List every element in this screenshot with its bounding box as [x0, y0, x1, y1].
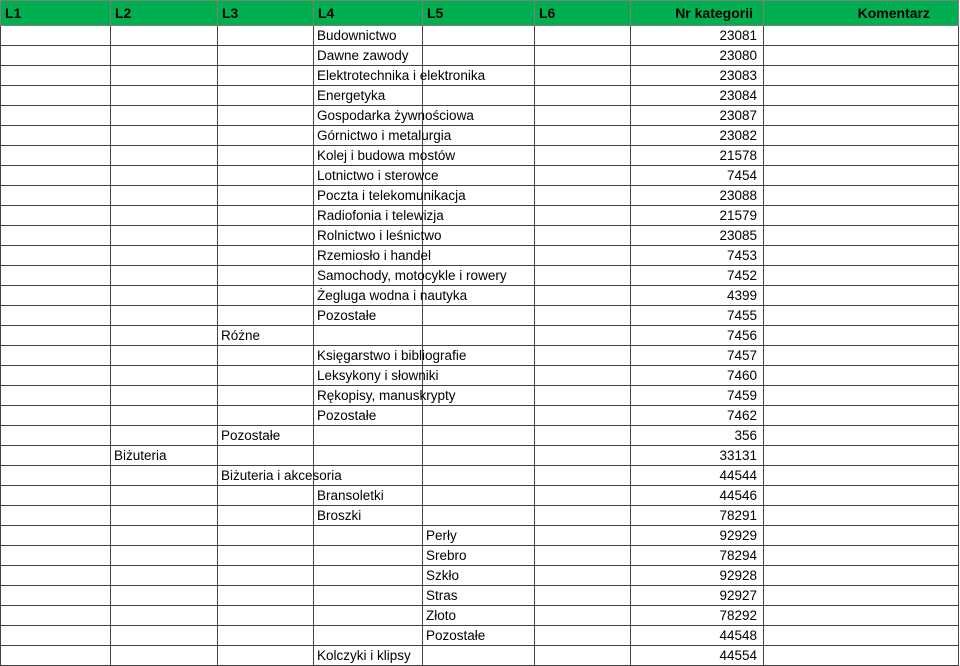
category-number[interactable]: 21578 — [631, 146, 764, 166]
comment-cell[interactable] — [764, 206, 959, 226]
empty-cell[interactable] — [423, 426, 535, 446]
empty-cell[interactable] — [1, 326, 111, 346]
empty-cell[interactable] — [535, 426, 631, 446]
empty-cell[interactable] — [314, 426, 423, 446]
empty-cell[interactable] — [111, 246, 218, 266]
category-label[interactable]: Księgarstwo i bibliografie — [314, 346, 423, 366]
empty-cell[interactable] — [111, 406, 218, 426]
comment-cell[interactable] — [764, 246, 959, 266]
category-number[interactable]: 44554 — [631, 646, 764, 666]
empty-cell[interactable] — [218, 66, 314, 86]
empty-cell[interactable] — [423, 446, 535, 466]
empty-cell[interactable] — [1, 66, 111, 86]
empty-cell[interactable] — [1, 526, 111, 546]
table-row — [1, 346, 959, 366]
category-label[interactable]: Poczta i telekomunikacja — [314, 186, 423, 206]
comment-cell[interactable] — [764, 166, 959, 186]
table-row — [1, 546, 959, 566]
category-label[interactable]: Lotnictwo i sterowce — [314, 166, 423, 186]
table-row — [1, 446, 959, 466]
empty-cell[interactable] — [218, 246, 314, 266]
empty-cell[interactable] — [1, 346, 111, 366]
empty-cell[interactable] — [1, 586, 111, 606]
empty-cell[interactable] — [111, 646, 218, 666]
empty-cell[interactable] — [535, 146, 631, 166]
comment-cell[interactable] — [764, 266, 959, 286]
category-number[interactable]: 7453 — [631, 246, 764, 266]
empty-cell[interactable] — [111, 426, 218, 446]
empty-cell[interactable] — [1, 286, 111, 306]
empty-cell[interactable] — [535, 126, 631, 146]
category-label[interactable]: Samochody, motocykle i rowery — [314, 266, 423, 286]
empty-cell[interactable] — [218, 546, 314, 566]
comment-cell[interactable] — [764, 286, 959, 306]
empty-cell[interactable] — [423, 26, 535, 46]
category-number[interactable]: 44546 — [631, 486, 764, 506]
category-number[interactable]: 23080 — [631, 46, 764, 66]
empty-cell[interactable] — [218, 486, 314, 506]
empty-cell[interactable] — [314, 526, 423, 546]
category-label[interactable]: Elektrotechnika i elektronika — [314, 66, 423, 86]
empty-cell[interactable] — [218, 626, 314, 646]
table-row — [1, 226, 959, 246]
category-number[interactable]: 23085 — [631, 226, 764, 246]
category-label[interactable]: Srebro — [423, 546, 535, 566]
empty-cell[interactable] — [314, 626, 423, 646]
category-label[interactable]: Kolczyki i klipsy — [314, 646, 423, 666]
category-label[interactable]: Żegluga wodna i nautyka — [314, 286, 423, 306]
empty-cell[interactable] — [423, 406, 535, 426]
empty-cell[interactable] — [423, 46, 535, 66]
category-number[interactable]: 23084 — [631, 86, 764, 106]
comment-cell[interactable] — [764, 26, 959, 46]
empty-cell[interactable] — [535, 586, 631, 606]
empty-cell[interactable] — [535, 326, 631, 346]
empty-cell[interactable] — [111, 566, 218, 586]
empty-cell[interactable] — [111, 466, 218, 486]
empty-cell[interactable] — [111, 186, 218, 206]
empty-cell[interactable] — [218, 506, 314, 526]
empty-cell[interactable] — [218, 126, 314, 146]
header-comment[interactable]: Komentarz — [764, 1, 959, 26]
table-row — [1, 166, 959, 186]
table-row — [1, 186, 959, 206]
category-label[interactable]: Gospodarka żywnościowa — [314, 106, 423, 126]
empty-cell[interactable] — [1, 446, 111, 466]
empty-cell[interactable] — [535, 246, 631, 266]
header-l1[interactable]: L1 — [1, 1, 111, 26]
table-body — [1, 26, 959, 666]
empty-cell[interactable] — [1, 566, 111, 586]
table-row — [1, 26, 959, 46]
header-l5[interactable]: L5 — [423, 1, 535, 26]
empty-cell[interactable] — [535, 206, 631, 226]
empty-cell[interactable] — [111, 226, 218, 246]
empty-cell[interactable] — [535, 366, 631, 386]
category-label[interactable]: Pozostałe — [218, 426, 314, 446]
empty-cell[interactable] — [218, 446, 314, 466]
category-label[interactable]: Pozostałe — [423, 626, 535, 646]
empty-cell[interactable] — [535, 566, 631, 586]
empty-cell[interactable] — [1, 366, 111, 386]
table-row — [1, 126, 959, 146]
header-l2[interactable]: L2 — [111, 1, 218, 26]
category-number[interactable]: 44544 — [631, 466, 764, 486]
empty-cell[interactable] — [218, 166, 314, 186]
category-number[interactable]: 23081 — [631, 26, 764, 46]
category-label[interactable]: Stras — [423, 586, 535, 606]
empty-cell[interactable] — [111, 506, 218, 526]
empty-cell[interactable] — [111, 486, 218, 506]
comment-cell[interactable] — [764, 366, 959, 386]
empty-cell[interactable] — [111, 366, 218, 386]
empty-cell[interactable] — [1, 146, 111, 166]
category-number[interactable]: 92929 — [631, 526, 764, 546]
category-number[interactable]: 23088 — [631, 186, 764, 206]
table-row — [1, 606, 959, 626]
empty-cell[interactable] — [111, 326, 218, 346]
empty-cell[interactable] — [218, 106, 314, 126]
empty-cell[interactable] — [218, 606, 314, 626]
comment-cell[interactable] — [764, 426, 959, 446]
comment-cell[interactable] — [764, 146, 959, 166]
comment-cell[interactable] — [764, 486, 959, 506]
table-row — [1, 626, 959, 646]
empty-cell[interactable] — [111, 586, 218, 606]
table-row — [1, 386, 959, 406]
empty-cell[interactable] — [535, 346, 631, 366]
table-row — [1, 106, 959, 126]
empty-cell[interactable] — [218, 46, 314, 66]
table-row — [1, 66, 959, 86]
empty-cell[interactable] — [1, 226, 111, 246]
table-row — [1, 266, 959, 286]
category-number[interactable]: 7462 — [631, 406, 764, 426]
category-number[interactable]: 92928 — [631, 566, 764, 586]
category-label[interactable]: Dawne zawody — [314, 46, 423, 66]
category-label[interactable]: Bransoletki — [314, 486, 423, 506]
empty-cell[interactable] — [111, 46, 218, 66]
empty-cell[interactable] — [218, 406, 314, 426]
empty-cell[interactable] — [111, 346, 218, 366]
empty-cell[interactable] — [1, 426, 111, 446]
table-row — [1, 526, 959, 546]
table-row — [1, 206, 959, 226]
empty-cell[interactable] — [535, 106, 631, 126]
empty-cell[interactable] — [423, 366, 535, 386]
empty-cell[interactable] — [111, 86, 218, 106]
comment-cell[interactable] — [764, 566, 959, 586]
category-number[interactable]: 78294 — [631, 546, 764, 566]
empty-cell[interactable] — [423, 246, 535, 266]
empty-cell[interactable] — [218, 146, 314, 166]
table-row — [1, 506, 959, 526]
empty-cell[interactable] — [423, 506, 535, 526]
empty-cell[interactable] — [535, 166, 631, 186]
header-l4[interactable]: L4 — [314, 1, 423, 26]
comment-cell[interactable] — [764, 386, 959, 406]
empty-cell[interactable] — [111, 626, 218, 646]
table-row — [1, 426, 959, 446]
category-label[interactable]: Budownictwo — [314, 26, 423, 46]
comment-cell[interactable] — [764, 626, 959, 646]
category-label[interactable]: Różne — [218, 326, 314, 346]
empty-cell[interactable] — [218, 586, 314, 606]
empty-cell[interactable] — [535, 526, 631, 546]
empty-cell[interactable] — [111, 166, 218, 186]
category-label[interactable]: Biżuteria — [111, 446, 218, 466]
empty-cell[interactable] — [535, 186, 631, 206]
category-number[interactable]: 7459 — [631, 386, 764, 406]
category-number[interactable]: 92927 — [631, 586, 764, 606]
empty-cell[interactable] — [535, 286, 631, 306]
table-row — [1, 306, 959, 326]
empty-cell[interactable] — [314, 586, 423, 606]
empty-cell[interactable] — [423, 466, 535, 486]
empty-cell[interactable] — [1, 646, 111, 666]
table-row — [1, 86, 959, 106]
empty-cell[interactable] — [218, 26, 314, 46]
comment-cell[interactable] — [764, 226, 959, 246]
comment-cell[interactable] — [764, 46, 959, 66]
empty-cell[interactable] — [1, 86, 111, 106]
category-label[interactable]: Złoto — [423, 606, 535, 626]
empty-cell[interactable] — [1, 186, 111, 206]
category-label[interactable]: Biżuteria i akcesoria — [218, 466, 314, 486]
empty-cell[interactable] — [535, 466, 631, 486]
category-label[interactable]: Pozostałe — [314, 406, 423, 426]
category-label[interactable]: Energetyka — [314, 86, 423, 106]
empty-cell[interactable] — [218, 526, 314, 546]
empty-cell[interactable] — [535, 226, 631, 246]
category-number[interactable]: 44548 — [631, 626, 764, 646]
empty-cell[interactable] — [535, 86, 631, 106]
category-label[interactable]: Kolej i budowa mostów — [314, 146, 423, 166]
header-row — [1, 1, 959, 26]
empty-cell[interactable] — [314, 446, 423, 466]
category-number[interactable]: 23087 — [631, 106, 764, 126]
category-number[interactable]: 7454 — [631, 166, 764, 186]
empty-cell[interactable] — [218, 346, 314, 366]
category-number[interactable]: 23082 — [631, 126, 764, 146]
comment-cell[interactable] — [764, 66, 959, 86]
empty-cell[interactable] — [423, 306, 535, 326]
category-number[interactable]: 7457 — [631, 346, 764, 366]
empty-cell[interactable] — [535, 26, 631, 46]
category-number[interactable]: 23083 — [631, 66, 764, 86]
comment-cell[interactable] — [764, 466, 959, 486]
category-number[interactable]: 78291 — [631, 506, 764, 526]
empty-cell[interactable] — [218, 266, 314, 286]
comment-cell[interactable] — [764, 506, 959, 526]
table-row — [1, 646, 959, 666]
table-row — [1, 286, 959, 306]
empty-cell[interactable] — [218, 206, 314, 226]
empty-cell[interactable] — [535, 546, 631, 566]
table-row — [1, 586, 959, 606]
empty-cell[interactable] — [218, 366, 314, 386]
category-label[interactable]: Rolnictwo i leśnictwo — [314, 226, 423, 246]
category-label[interactable]: Broszki — [314, 506, 423, 526]
comment-cell[interactable] — [764, 126, 959, 146]
empty-cell[interactable] — [423, 86, 535, 106]
empty-cell[interactable] — [1, 606, 111, 626]
empty-cell[interactable] — [535, 386, 631, 406]
category-label[interactable]: Rękopisy, manuskrypty — [314, 386, 423, 406]
table-row — [1, 406, 959, 426]
empty-cell[interactable] — [1, 486, 111, 506]
empty-cell[interactable] — [111, 546, 218, 566]
category-label[interactable]: Górnictwo i metalurgia — [314, 126, 423, 146]
category-number[interactable]: 7456 — [631, 326, 764, 346]
category-number[interactable]: 4399 — [631, 286, 764, 306]
empty-cell[interactable] — [218, 646, 314, 666]
empty-cell[interactable] — [111, 206, 218, 226]
comment-cell[interactable] — [764, 346, 959, 366]
empty-cell[interactable] — [218, 186, 314, 206]
category-number[interactable]: 78292 — [631, 606, 764, 626]
empty-cell[interactable] — [111, 306, 218, 326]
empty-cell[interactable] — [111, 606, 218, 626]
empty-cell[interactable] — [111, 266, 218, 286]
table-row — [1, 466, 959, 486]
category-number[interactable]: 21579 — [631, 206, 764, 226]
empty-cell[interactable] — [218, 226, 314, 246]
empty-cell[interactable] — [535, 626, 631, 646]
empty-cell[interactable] — [535, 66, 631, 86]
empty-cell[interactable] — [218, 86, 314, 106]
empty-cell[interactable] — [423, 166, 535, 186]
category-label[interactable]: Szkło — [423, 566, 535, 586]
empty-cell[interactable] — [111, 26, 218, 46]
empty-cell[interactable] — [111, 66, 218, 86]
comment-cell[interactable] — [764, 406, 959, 426]
category-number[interactable]: 7455 — [631, 306, 764, 326]
category-number[interactable]: 7452 — [631, 266, 764, 286]
table-row — [1, 326, 959, 346]
comment-cell[interactable] — [764, 606, 959, 626]
empty-cell[interactable] — [1, 466, 111, 486]
empty-cell[interactable] — [535, 506, 631, 526]
table-row — [1, 486, 959, 506]
empty-cell[interactable] — [535, 46, 631, 66]
header-l3[interactable]: L3 — [218, 1, 314, 26]
empty-cell[interactable] — [1, 246, 111, 266]
empty-cell[interactable] — [1, 306, 111, 326]
category-label[interactable]: Rzemiosło i handel — [314, 246, 423, 266]
category-number[interactable]: 356 — [631, 426, 764, 446]
comment-cell[interactable] — [764, 446, 959, 466]
table-row — [1, 246, 959, 266]
empty-cell[interactable] — [111, 126, 218, 146]
empty-cell[interactable] — [111, 146, 218, 166]
category-number[interactable]: 33131 — [631, 446, 764, 466]
table-row — [1, 366, 959, 386]
empty-cell[interactable] — [111, 526, 218, 546]
empty-cell[interactable] — [314, 566, 423, 586]
comment-cell[interactable] — [764, 646, 959, 666]
table-row — [1, 46, 959, 66]
comment-cell[interactable] — [764, 106, 959, 126]
empty-cell[interactable] — [1, 206, 111, 226]
empty-cell[interactable] — [535, 486, 631, 506]
empty-cell[interactable] — [111, 106, 218, 126]
header-l6[interactable]: L6 — [535, 1, 631, 26]
empty-cell[interactable] — [1, 546, 111, 566]
empty-cell[interactable] — [1, 386, 111, 406]
category-label[interactable]: Leksykony i słowniki — [314, 366, 423, 386]
table-row — [1, 146, 959, 166]
empty-cell[interactable] — [423, 486, 535, 506]
empty-cell[interactable] — [535, 606, 631, 626]
empty-cell[interactable] — [423, 646, 535, 666]
comment-cell[interactable] — [764, 326, 959, 346]
comment-cell[interactable] — [764, 586, 959, 606]
empty-cell[interactable] — [1, 506, 111, 526]
empty-cell[interactable] — [111, 286, 218, 306]
empty-cell[interactable] — [314, 326, 423, 346]
empty-cell[interactable] — [1, 626, 111, 646]
empty-cell[interactable] — [535, 646, 631, 666]
comment-cell[interactable] — [764, 186, 959, 206]
empty-cell[interactable] — [218, 386, 314, 406]
empty-cell[interactable] — [1, 26, 111, 46]
category-label[interactable]: Pozostałe — [314, 306, 423, 326]
empty-cell[interactable] — [1, 46, 111, 66]
empty-cell[interactable] — [423, 326, 535, 346]
comment-cell[interactable] — [764, 86, 959, 106]
table-row — [1, 566, 959, 586]
empty-cell[interactable] — [535, 406, 631, 426]
category-number[interactable]: 7460 — [631, 366, 764, 386]
category-label[interactable]: Perły — [423, 526, 535, 546]
empty-cell[interactable] — [1, 406, 111, 426]
empty-cell[interactable] — [1, 266, 111, 286]
empty-cell[interactable] — [314, 546, 423, 566]
category-label[interactable]: Radiofonia i telewizja — [314, 206, 423, 226]
empty-cell[interactable] — [535, 266, 631, 286]
empty-cell[interactable] — [535, 306, 631, 326]
comment-cell[interactable] — [764, 546, 959, 566]
empty-cell[interactable] — [1, 166, 111, 186]
empty-cell[interactable] — [1, 106, 111, 126]
empty-cell[interactable] — [218, 286, 314, 306]
header-category-number[interactable]: Nr kategorii — [631, 1, 764, 26]
empty-cell[interactable] — [1, 126, 111, 146]
empty-cell[interactable] — [314, 606, 423, 626]
comment-cell[interactable] — [764, 526, 959, 546]
empty-cell[interactable] — [218, 566, 314, 586]
empty-cell[interactable] — [535, 446, 631, 466]
empty-cell[interactable] — [218, 306, 314, 326]
comment-cell[interactable] — [764, 306, 959, 326]
empty-cell[interactable] — [111, 386, 218, 406]
